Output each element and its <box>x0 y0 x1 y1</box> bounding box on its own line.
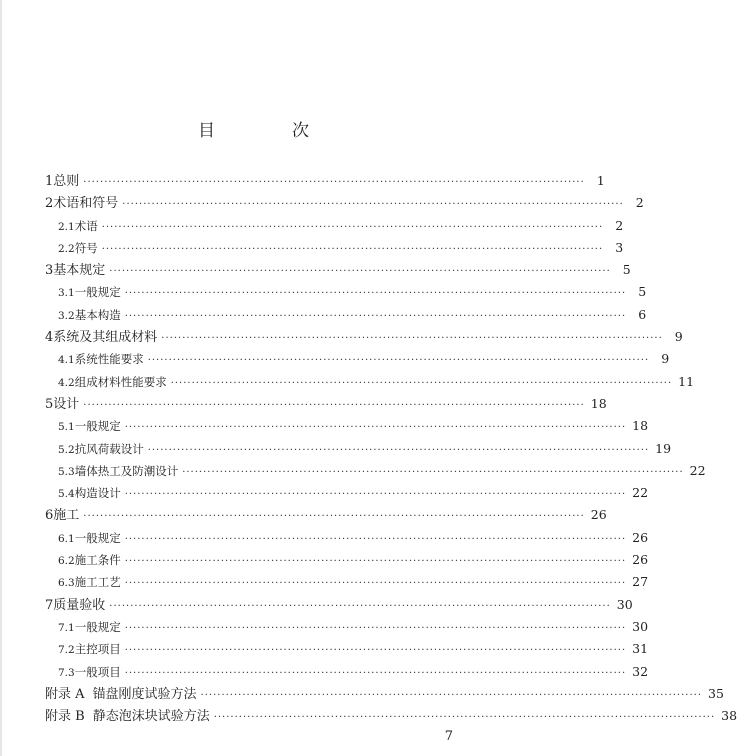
dot-leader: ························································································································ <box>124 489 627 501</box>
toc-entry[interactable] <box>45 371 695 393</box>
toc-entry-number: 5.1 <box>58 421 75 434</box>
toc-entry-number: 附录 A <box>45 686 85 702</box>
toc-entry-label: 基本构造 <box>74 307 121 322</box>
toc-entry[interactable] <box>45 170 605 192</box>
dot-leader: ························································································································ <box>109 266 611 278</box>
toc-entry-number: 5 <box>45 396 54 412</box>
toc-entry-page: 5 <box>622 262 631 278</box>
toc-entry-page: 2 <box>615 217 624 233</box>
toc-entry[interactable] <box>45 616 649 638</box>
toc-entry-page: 18 <box>590 395 607 411</box>
toc-entry-number: 3 <box>45 263 54 279</box>
toc-entry-number: 4 <box>45 330 54 346</box>
toc-entry-label: 一般规定 <box>74 419 121 434</box>
toc-entry-page: 31 <box>632 641 649 657</box>
dot-leader: ························································································································ <box>124 667 627 679</box>
toc-entry-label: 系统及其组成材料 <box>53 330 158 346</box>
toc-entry[interactable] <box>45 393 607 415</box>
toc-entry-page: 26 <box>632 552 649 568</box>
toc-entry-page: 30 <box>616 596 633 612</box>
toc-entry-number: 5.2 <box>58 443 75 456</box>
toc-entry-number: 6.2 <box>58 555 75 568</box>
toc-entry-label: 术语 <box>74 218 98 233</box>
toc-entry-page: 26 <box>590 507 607 523</box>
toc-entry-label: 符号 <box>74 240 98 255</box>
toc-entry-label: 抗风荷载设计 <box>74 441 144 456</box>
toc-entry-page: 1 <box>596 173 605 188</box>
toc-entry[interactable] <box>45 594 633 616</box>
dot-leader: ························································································································ <box>109 600 611 612</box>
dot-leader: ························································································································ <box>124 422 627 434</box>
page-number: 7 <box>444 729 453 744</box>
toc-entry-label: 静态泡沫块试验方法 <box>92 709 210 725</box>
toc-entry-page: 9 <box>674 329 683 345</box>
toc-entry-number: 2.1 <box>58 220 75 233</box>
toc-entry[interactable] <box>45 304 647 326</box>
dot-leader: ························································································································ <box>83 399 585 411</box>
toc-entry-number: 2 <box>45 196 54 212</box>
toc-entry-label: 墙体热工及防潮设计 <box>74 463 179 478</box>
toc-entry-number: 7 <box>45 597 54 613</box>
dot-leader: ························································································································ <box>124 645 627 657</box>
toc-entry-label: 基本规定 <box>53 263 106 279</box>
toc-entry-number: 7.2 <box>58 644 75 657</box>
toc-entry-page: 19 <box>655 440 672 456</box>
toc-entry-number: 4.2 <box>58 376 75 389</box>
toc-entry[interactable] <box>45 438 672 460</box>
toc-entry[interactable] <box>45 549 649 571</box>
toc-entry[interactable] <box>45 460 706 482</box>
toc-entry-page: 30 <box>632 618 649 634</box>
toc-entry[interactable] <box>45 237 624 259</box>
dot-leader: ························································································································ <box>124 556 627 568</box>
toc-entry-page: 6 <box>638 306 647 322</box>
toc-entry-number: 附录 B <box>45 709 85 725</box>
toc-entry[interactable] <box>45 215 624 237</box>
toc-entry-label: 组成材料性能要求 <box>74 374 167 389</box>
toc-entry-page: 32 <box>632 663 649 679</box>
dot-leader: ························································································································ <box>124 622 627 634</box>
page-edge <box>0 0 2 756</box>
page-title: 目 次 <box>198 121 339 141</box>
toc-entry-label: 施工条件 <box>74 553 121 568</box>
toc-entry[interactable] <box>45 504 607 526</box>
toc-entry[interactable] <box>45 638 649 660</box>
dot-leader: ························································································································ <box>124 578 627 590</box>
toc-entry-number: 3.1 <box>58 287 75 300</box>
toc-entry-page: 38 <box>721 708 737 724</box>
dot-leader: ························································································································ <box>122 199 624 211</box>
dot-leader: ························································································································ <box>83 177 585 188</box>
toc-entry-number: 4.1 <box>58 354 75 367</box>
toc-entry[interactable] <box>45 571 649 593</box>
toc-entry-number: 6.1 <box>58 532 75 545</box>
toc-entry[interactable] <box>45 527 649 549</box>
toc-entry-page: 18 <box>632 418 649 434</box>
dot-leader: ························································································································ <box>182 466 684 478</box>
toc-entry-page: 22 <box>689 462 706 478</box>
toc-entry[interactable] <box>45 259 631 281</box>
toc-entry-number: 2.2 <box>58 242 75 255</box>
toc-entry-label: 一般项目 <box>74 664 121 679</box>
toc-entry-label: 术语和符号 <box>53 196 119 212</box>
toc-entry-page: 26 <box>632 529 649 545</box>
dot-leader: ························································································································ <box>83 511 585 523</box>
dot-leader: ························································································································ <box>124 310 627 322</box>
toc-entry-page: 35 <box>708 685 724 701</box>
dot-leader: ························································································································ <box>101 221 604 233</box>
toc-entry-page: 22 <box>632 485 649 501</box>
toc-entry[interactable] <box>45 192 644 214</box>
toc-entry-page: 27 <box>632 574 649 590</box>
dot-leader: ························································································································ <box>170 377 673 389</box>
toc-entry-page: 2 <box>635 195 644 211</box>
dot-leader: ························································································································ <box>213 712 716 724</box>
toc-entry-label: 质量验收 <box>53 597 106 613</box>
table-of-contents <box>45 170 737 727</box>
dot-leader: ························································································································ <box>161 333 663 345</box>
toc-entry[interactable] <box>45 348 670 370</box>
toc-entry-page: 3 <box>615 239 624 255</box>
toc-entry-page: 11 <box>678 373 695 389</box>
toc-entry-label: 主控项目 <box>74 642 121 657</box>
toc-entry[interactable] <box>45 683 724 705</box>
dot-leader: ························································································································ <box>147 355 650 367</box>
toc-entry-page: 5 <box>638 284 647 300</box>
dot-leader: ························································································································ <box>101 243 604 255</box>
toc-entry-number: 5.4 <box>58 488 75 501</box>
toc-entry-label: 锚盘刚度试验方法 <box>92 686 197 702</box>
dot-leader: ························································································································ <box>200 689 702 701</box>
toc-entry-label: 一般规定 <box>74 530 121 545</box>
toc-entry[interactable] <box>45 482 649 504</box>
toc-entry-label: 一般规定 <box>74 285 121 300</box>
toc-entry[interactable] <box>45 415 649 437</box>
toc-entry-label: 一般规定 <box>74 619 121 634</box>
dot-leader: ························································································································ <box>147 444 650 456</box>
toc-entry-label: 构造设计 <box>74 486 121 501</box>
toc-entry-number: 1 <box>45 174 54 189</box>
toc-entry[interactable] <box>45 705 737 727</box>
toc-entry-page: 9 <box>661 351 670 367</box>
toc-entry-number: 6.3 <box>58 577 75 590</box>
toc-entry-label: 施工工艺 <box>74 575 121 590</box>
toc-entry[interactable] <box>45 326 683 348</box>
dot-leader: ························································································································ <box>124 288 627 300</box>
toc-entry-number: 6 <box>45 508 54 524</box>
toc-entry-number: 7.1 <box>58 621 75 634</box>
toc-entry-label: 施工 <box>53 508 80 524</box>
toc-entry[interactable] <box>45 661 649 683</box>
toc-entry-number: 5.3 <box>58 465 75 478</box>
toc-entry-label: 设计 <box>53 396 80 412</box>
toc-entry-number: 3.2 <box>58 309 75 322</box>
toc-entry-number: 7.3 <box>58 666 75 679</box>
dot-leader: ························································································································ <box>124 533 627 545</box>
toc-entry-label: 系统性能要求 <box>74 352 144 367</box>
toc-entry[interactable] <box>45 281 647 303</box>
toc-entry-label: 总则 <box>53 174 80 189</box>
